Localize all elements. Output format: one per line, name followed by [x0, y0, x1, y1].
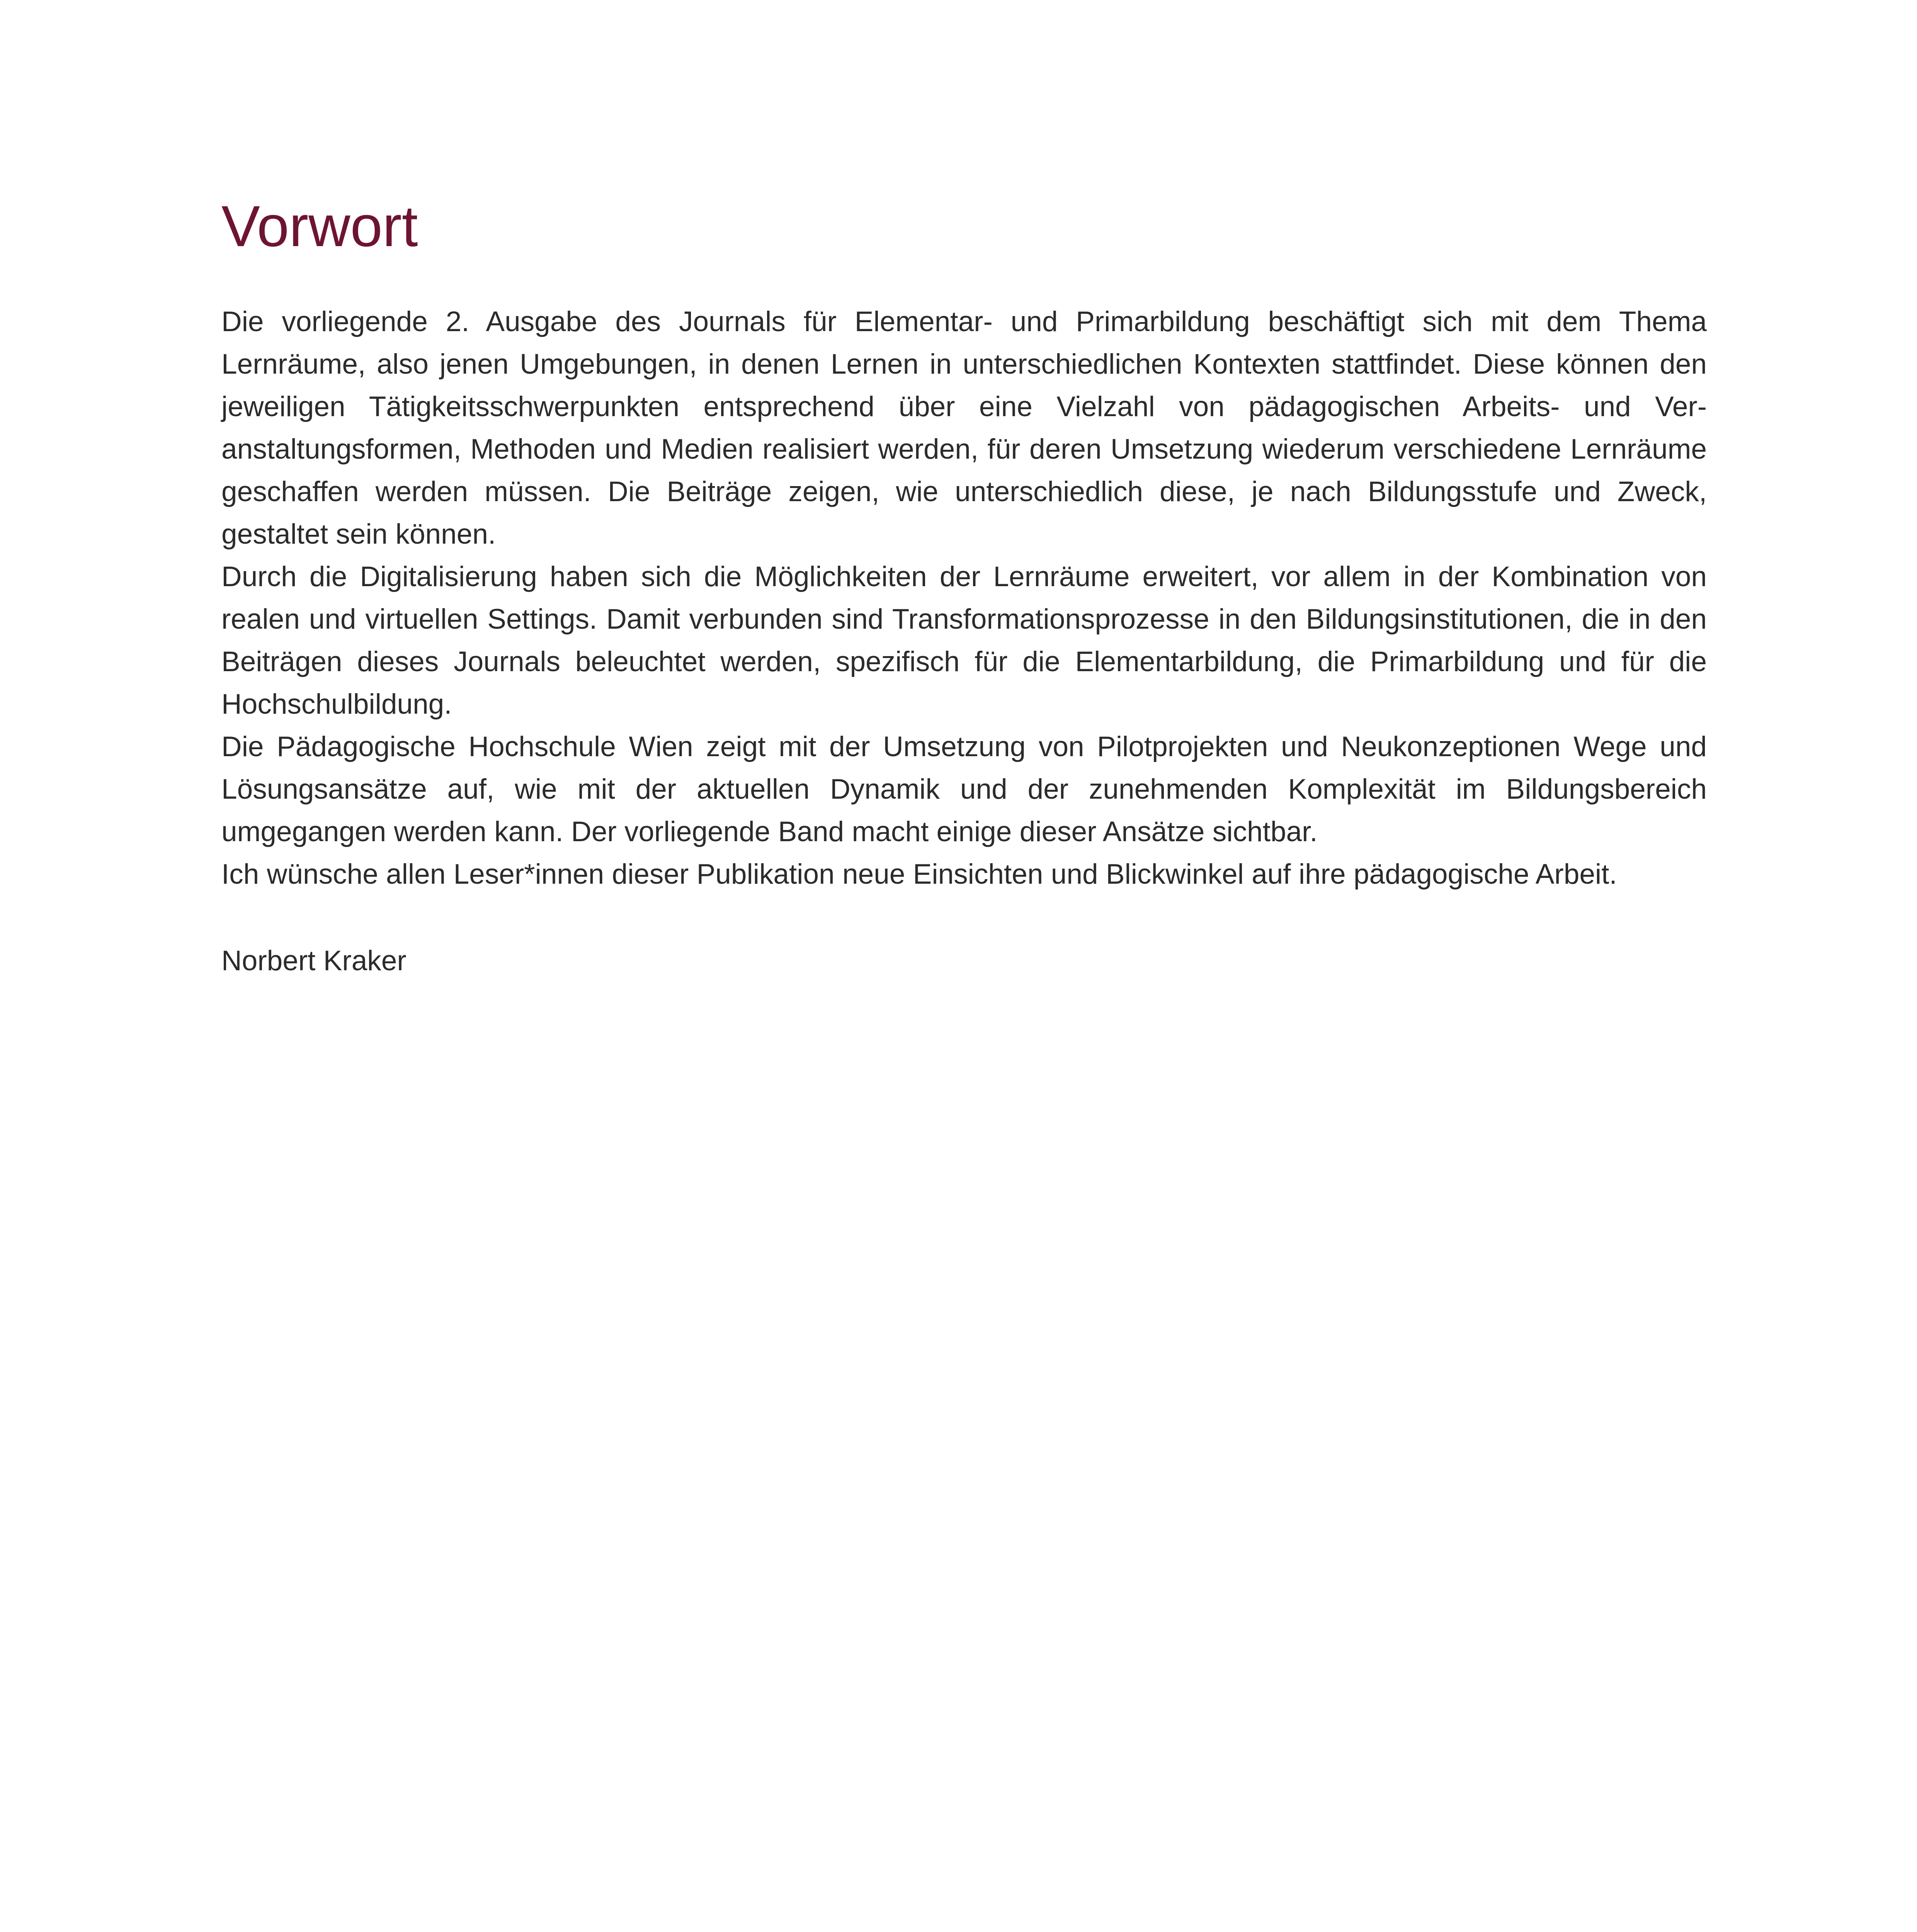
- paragraph: Durch die Digitalisierung haben sich die Möglichkeiten der Lernräume erweitert, vor allem in der Kombination von realen und virtuellen Settings. Damit verbunden sind Transformationsprozesse in den Bildungsinstitutionen, die in den Beiträgen dieses Journals beleuchtet werden, spezifisch für die Elementarbildung, die Primarbildung und für die Hochschulbildung.: [221, 561, 1707, 720]
- paragraph: Die Pädagogische Hochschule Wien zeigt mit der Umsetzung von Pilotprojekten und Neukonzeptionen Wege und Lösungsansätze auf, wie mit der aktuellen Dynamik und der zunehmenden Komplexität im Bildungsbereich umgegangen werden kann. Der vorliegende Band macht einige dieser Ansätze sichtbar.: [221, 731, 1707, 847]
- paragraph: Ich wünsche allen Leser*innen dieser Publikation neue Einsichten und Blickwinkel auf ihre pädagogische Arbeit.: [221, 859, 1617, 890]
- paragraph: Die vorliegende 2. Ausgabe des Journals für Elementar- und Primarbildung beschäftigt sich mit dem Thema Lernräume, also jenen Umgebungen, in denen Lernen in unterschiedlichen Kontexten stattfindet. Diese können den jeweiligen Tätigkeitsschwerpunkten entsprechend über eine Vielzahl von pädagogischen Arbeits- und Veranstaltungsformen, Methoden und Medien realisiert werden, für deren Umsetzung wiederum verschiedene Lernräume geschaffen werden müssen. Die Beiträge zeigen, wie unterschiedlich diese, je nach Bildungsstufe und Zweck, gestaltet sein können.: [221, 306, 1707, 550]
- author-signature: Norbert Kraker: [221, 945, 407, 976]
- page-title: Vorwort: [221, 194, 418, 259]
- body-text: [221, 301, 1707, 896]
